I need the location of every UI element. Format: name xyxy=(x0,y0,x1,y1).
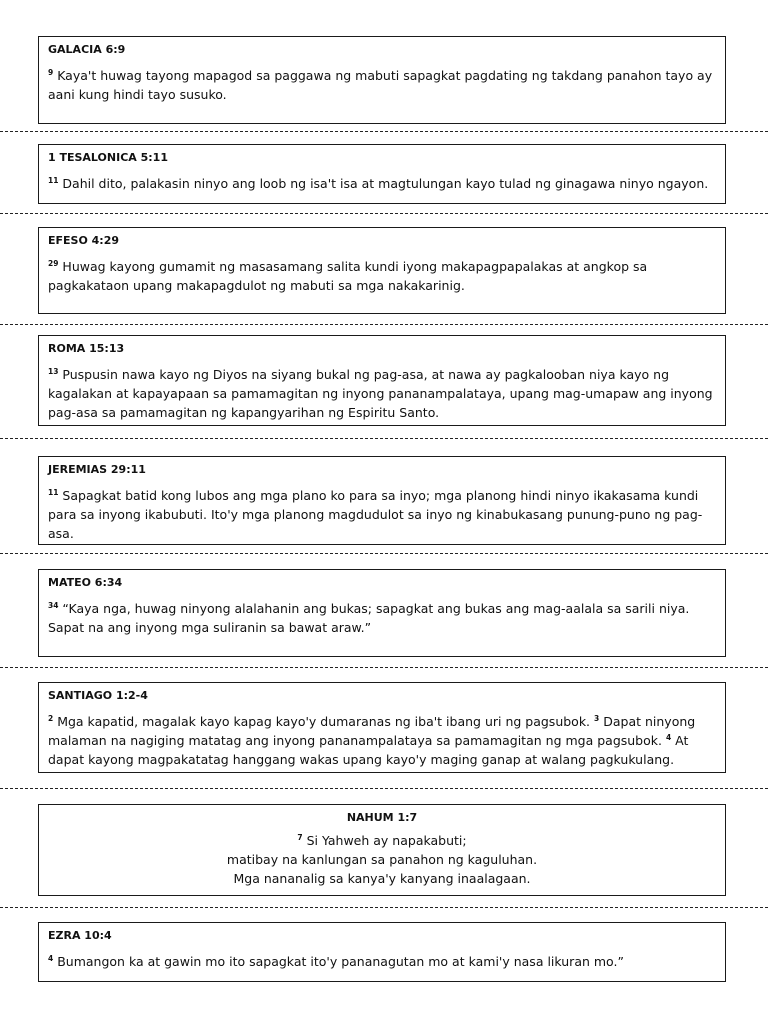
verse-body: Kaya't huwag tayong mapagod sa paggawa ng mabuti sapagkat pagdating ng takdang panahon tayo ay aani kung hindi tayo susuko. xyxy=(48,68,713,102)
verse-number: 4 xyxy=(665,733,672,742)
verse-card-efeso xyxy=(38,227,726,314)
cut-line xyxy=(0,213,768,214)
verse-card-roma xyxy=(38,335,726,426)
verse-card-santiago xyxy=(38,682,726,773)
cut-line xyxy=(0,324,768,325)
verse-text xyxy=(48,486,716,543)
verse-reference: JEREMIAS 29:11 xyxy=(48,463,146,476)
verse-body: At dapat kayong magpakatatag hanggang wakas upang kayo'y maging ganap at walang pagkukulang. xyxy=(48,733,689,767)
verse-number: 2 xyxy=(48,714,54,723)
verse-reference: MATEO 6:34 xyxy=(48,576,123,589)
verse-reference: NAHUM 1:7 xyxy=(346,811,418,824)
verse-card-mateo xyxy=(38,569,726,657)
cut-line xyxy=(0,553,768,554)
verse-text xyxy=(48,831,716,888)
verse-body: Sapagkat batid kong lubos ang mga plano ko para sa inyo; mga planong hindi ninyo ikakasama kundi para sa inyong ikabubuti. Ito'y mga planong magdudulot sa inyo ng kinabukasang punung-puno ng pag-asa. xyxy=(48,488,703,541)
verse-reference: ROMA 15:13 xyxy=(48,342,125,355)
verse-number: 34 xyxy=(48,601,59,610)
verse-text xyxy=(48,952,716,971)
verse-number: 29 xyxy=(48,259,59,268)
verse-card-ezra xyxy=(38,922,726,982)
verse-reference: EZRA 10:4 xyxy=(48,929,112,942)
verse-number: 7 xyxy=(297,833,303,842)
cut-line xyxy=(0,788,768,789)
verse-text xyxy=(48,599,716,637)
cut-line xyxy=(0,131,768,132)
verse-text xyxy=(48,66,716,104)
verse-number: 4 xyxy=(48,954,54,963)
verse-body: Dapat ninyong malaman na nagiging matatag ang inyong pananampalataya sa pamamagitan ng mga pagsubok. xyxy=(48,714,696,748)
verse-number: 11 xyxy=(48,176,59,185)
verse-reference: 1 TESALONICA 5:11 xyxy=(48,151,168,164)
verse-body: Bumangon ka at gawin mo ito sapagkat ito'y pananagutan mo at kami'y nasa likuran mo.” xyxy=(57,954,624,969)
verse-body: Dahil dito, palakasin ninyo ang loob ng isa't isa at magtulungan kayo tulad ng ginagawa ninyo ngayon. xyxy=(62,176,709,191)
poem-line: Mga nananalig sa kanya'y kanyang inaalagaan. xyxy=(233,871,531,886)
verse-number: 13 xyxy=(48,367,59,376)
verse-body: Puspusin nawa kayo ng Diyos na siyang bukal ng pag-asa, at nawa ay pagkalooban niya kayo ng kagalakan at kapayapaan sa pamamagitan ng inyong pananampalataya, upang mag-umapaw ang inyong pag-asa sa pamamagitan ng kapangyarihan ng Espiritu Santo. xyxy=(48,367,713,420)
verse-text xyxy=(48,174,716,193)
verse-card-galacia xyxy=(38,36,726,124)
cut-line xyxy=(0,667,768,668)
verse-text xyxy=(48,365,716,422)
cut-line xyxy=(0,907,768,908)
verse-body: Mga kapatid, magalak kayo kapag kayo'y dumaranas ng iba't ibang uri ng pagsubok. xyxy=(57,714,591,729)
poem-line: matibay na kanlungan sa panahon ng kaguluhan. xyxy=(226,852,538,867)
verse-reference: EFESO 4:29 xyxy=(48,234,120,247)
verse-number: 3 xyxy=(594,714,600,723)
verse-body: “Kaya nga, huwag ninyong alalahanin ang bukas; sapagkat ang bukas ang mag-aalala sa sarili niya. Sapat na ang inyong mga suliranin sa bawat araw.” xyxy=(48,601,690,635)
verse-reference: GALACIA 6:9 xyxy=(48,43,126,56)
verse-card-nahum xyxy=(38,804,726,896)
verse-text xyxy=(48,712,716,769)
verse-body: Si Yahweh ay napakabuti; xyxy=(306,833,467,848)
verse-card-1-tesalonica xyxy=(38,144,726,204)
verse-number: 9 xyxy=(48,68,54,77)
verse-card-jeremias xyxy=(38,456,726,545)
verse-number: 11 xyxy=(48,488,59,497)
verse-reference: SANTIAGO 1:2-4 xyxy=(48,689,148,702)
cut-line xyxy=(0,438,768,439)
verse-body: Huwag kayong gumamit ng masasamang salita kundi iyong makapagpapalakas at angkop sa pagkakataon upang makapagdulot ng mabuti sa mga nakakarinig. xyxy=(48,259,648,293)
verse-text xyxy=(48,257,716,295)
poem-line xyxy=(48,831,716,850)
